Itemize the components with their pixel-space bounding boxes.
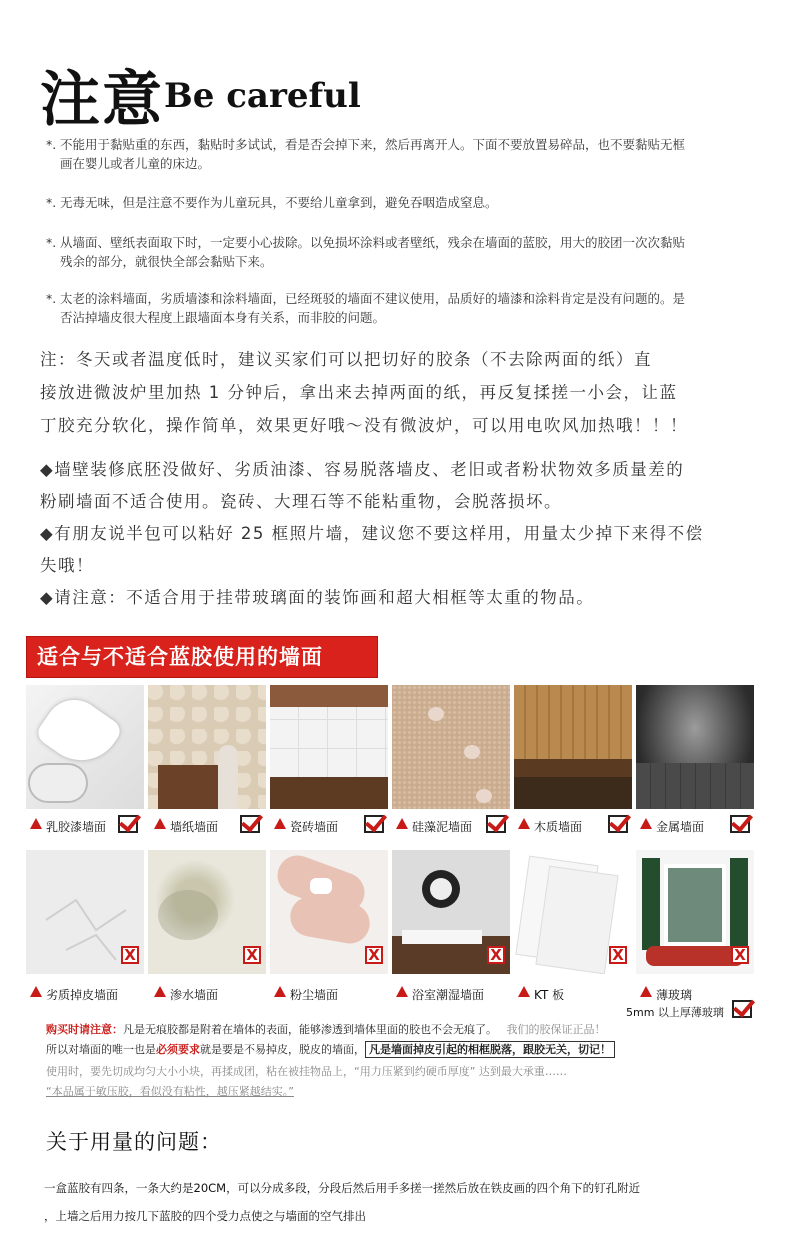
photo-latex-paint-wall xyxy=(26,685,144,809)
warning-triangle-icon xyxy=(396,986,408,997)
tips-block xyxy=(40,343,760,442)
note-1 xyxy=(46,135,746,173)
label-suitable: 硅藻泥墙面 xyxy=(412,820,473,834)
tip-line: 丁胶充分软化，操作简单，效果更好哦～没有微波炉，可以用电吹风加热哦！！！ xyxy=(40,416,688,435)
label-unsuitable: KT 板 xyxy=(534,988,565,1002)
label-unsuitable: 浴室潮湿墙面 xyxy=(412,988,485,1002)
label-unsuitable: 劣质掉皮墙面 xyxy=(46,988,119,1002)
label-suitable: 乳胶漆墙面 xyxy=(46,820,107,834)
cross-icon: X xyxy=(609,946,627,964)
label-unsuitable: 渗水墙面 xyxy=(170,988,219,1002)
note-2 xyxy=(46,193,746,212)
purchase-text: 就是要是不易掉皮，脱皮的墙面， xyxy=(200,1043,365,1056)
usage-line-1: 一盒蓝胶有四条，一条大约是20CM，可以分成多段，分段后然后用手多搓一搓然后放在铁皮画的四个角下的钉孔附近 xyxy=(44,1181,641,1195)
label-suitable: 木质墙面 xyxy=(534,820,583,834)
photo-wood-wall xyxy=(514,685,632,809)
bullet-line: ◆请注意：不适合用于挂带玻璃面的装饰画和超大相框等太重的物品。 xyxy=(40,588,595,607)
purchase-warning-box: 凡是墙面掉皮引起的相框脱落，跟胶无关，切记！ xyxy=(365,1041,615,1058)
check-icon xyxy=(732,1000,752,1018)
note-bullet: *. xyxy=(46,137,57,152)
warning-triangle-icon xyxy=(154,986,166,997)
label-suitable: 墙纸墙面 xyxy=(170,820,219,834)
cross-icon: X xyxy=(365,946,383,964)
note-text: 残余的部分，就很快全部会黏贴下来。 xyxy=(60,254,273,269)
note-text: 否沾掉墙皮很大程度上跟墙面本身有关系，而非胶的问题。 xyxy=(60,310,386,325)
check-icon xyxy=(118,815,138,833)
tip-line: 接放进微波炉里加热 1 分钟后，拿出来去掉两面的纸，再反复揉搓一小会，让蓝 xyxy=(40,383,678,402)
photo-diatom-mud-wall xyxy=(392,685,510,809)
purchase-line-4: “本品属于敏压胶，看似没有粘性，越压紧越结实。” xyxy=(46,1085,294,1098)
note-bullet: *. xyxy=(46,235,57,250)
note-3 xyxy=(46,233,746,271)
warning-triangle-icon xyxy=(396,818,408,829)
check-icon xyxy=(364,815,384,833)
photo-bathroom-wall xyxy=(392,850,510,974)
photo-wallpaper-wall xyxy=(148,685,266,809)
bullet-line: 失哦！ xyxy=(40,556,94,575)
purchase-lead: 购买时请注意： xyxy=(46,1023,123,1036)
bullet-line: 粉刷墙面不适合使用。瓷砖、大理石等不能粘重物，会脱落损坏。 xyxy=(40,492,562,511)
photo-peeling-wall xyxy=(26,850,144,974)
page-title-cn: 注意 xyxy=(40,65,164,135)
cross-icon: X xyxy=(731,946,749,964)
note-bullet: *. xyxy=(46,291,57,306)
label-unsuitable: 粉尘墙面 xyxy=(290,988,339,1002)
photo-metal-wall xyxy=(636,685,754,809)
note-4 xyxy=(46,289,746,327)
purchase-text: 所以对墙面的唯一也是 xyxy=(46,1043,156,1056)
purchase-line-1 xyxy=(46,1020,606,1040)
page-title-en: Be careful xyxy=(164,76,361,116)
check-icon xyxy=(730,815,750,833)
warning-triangle-icon xyxy=(518,818,530,829)
label-suitable: 金属墙面 xyxy=(656,820,705,834)
usage-title: 关于用量的问题： xyxy=(46,1130,222,1154)
photo-dusty-wall xyxy=(270,850,388,974)
warning-triangle-icon xyxy=(518,986,530,997)
warning-triangle-icon xyxy=(640,818,652,829)
purchase-guarantee: 我们的胶保证正品！ xyxy=(506,1023,606,1036)
bullet-block xyxy=(40,454,760,614)
section-banner: 适合与不适合蓝胶使用的墙面 xyxy=(26,636,378,678)
note-text: 无毒无味，但是注意不要作为儿童玩具，不要给儿童拿到，避免吞咽造成窒息。 xyxy=(60,195,498,210)
usage-line-2: ，上墙之后用力按几下蓝胶的四个受力点使之与墙面的空气排出 xyxy=(44,1209,366,1223)
note-bullet: *. xyxy=(46,195,57,210)
check-icon xyxy=(240,815,260,833)
note-text: 太老的涂料墙面，劣质墙漆和涂料墙面，已经斑驳的墙面不建议使用，品质好的墙漆和涂料肯定是没有问题的。是 xyxy=(60,291,686,306)
cross-icon: X xyxy=(121,946,139,964)
cross-icon: X xyxy=(243,946,261,964)
warning-triangle-icon xyxy=(274,986,286,997)
photo-tile-wall xyxy=(270,685,388,809)
purchase-line-2 xyxy=(46,1040,615,1060)
purchase-required: 必须要求 xyxy=(156,1043,200,1056)
purchase-line-3: 使用时，要先切成均匀大小小块，再揉成团，粘在被挂物品上，“用力压紧到约硬币厚度” 达到最大承重…… xyxy=(46,1065,567,1078)
check-icon xyxy=(608,815,628,833)
photo-thin-glass-window xyxy=(636,850,754,974)
label-unsuitable: 薄玻璃 xyxy=(656,988,693,1002)
warning-triangle-icon xyxy=(30,986,42,997)
warning-triangle-icon xyxy=(274,818,286,829)
note-text: 不能用于黏贴重的东西，黏贴时多试试，看是否会掉下来，然后再离开人。下面不要放置易碎品，也不要黏贴无框 xyxy=(60,137,686,152)
bullet-line: ◆有朋友说半包可以粘好 25 框照片墙，建议您不要这样用，用量太少掉下来得不偿 xyxy=(40,524,704,543)
photo-kt-board xyxy=(514,850,632,974)
cross-icon: X xyxy=(487,946,505,964)
label-suitable: 瓷砖墙面 xyxy=(290,820,339,834)
purchase-text: 凡是无痕胶都是附着在墙体的表面，能够渗透到墙体里面的胶也不会无痕了。 xyxy=(123,1023,497,1036)
photo-water-leak-wall xyxy=(148,850,266,974)
bullet-line: ◆墙壁装修底胚没做好、劣质油漆、容易脱落墙皮、老旧或者粉状物效多质量差的 xyxy=(40,460,685,479)
note-text: 画在婴儿或者儿童的床边。 xyxy=(60,156,211,171)
note-text: 从墙面、壁纸表面取下时，一定要小心拔除。以免损坏涂料或者壁纸，残余在墙面的蓝胶，用大的胶团一次次黏贴 xyxy=(60,235,686,250)
glass-thickness-note: 5mm 以上厚薄玻璃 xyxy=(626,1006,724,1019)
tip-line: 注：冬天或者温度低时，建议买家们可以把切好的胶条（不去除两面的纸）直 xyxy=(40,350,652,369)
check-icon xyxy=(486,815,506,833)
warning-triangle-icon xyxy=(30,818,42,829)
warning-triangle-icon xyxy=(154,818,166,829)
warning-triangle-icon xyxy=(640,986,652,997)
